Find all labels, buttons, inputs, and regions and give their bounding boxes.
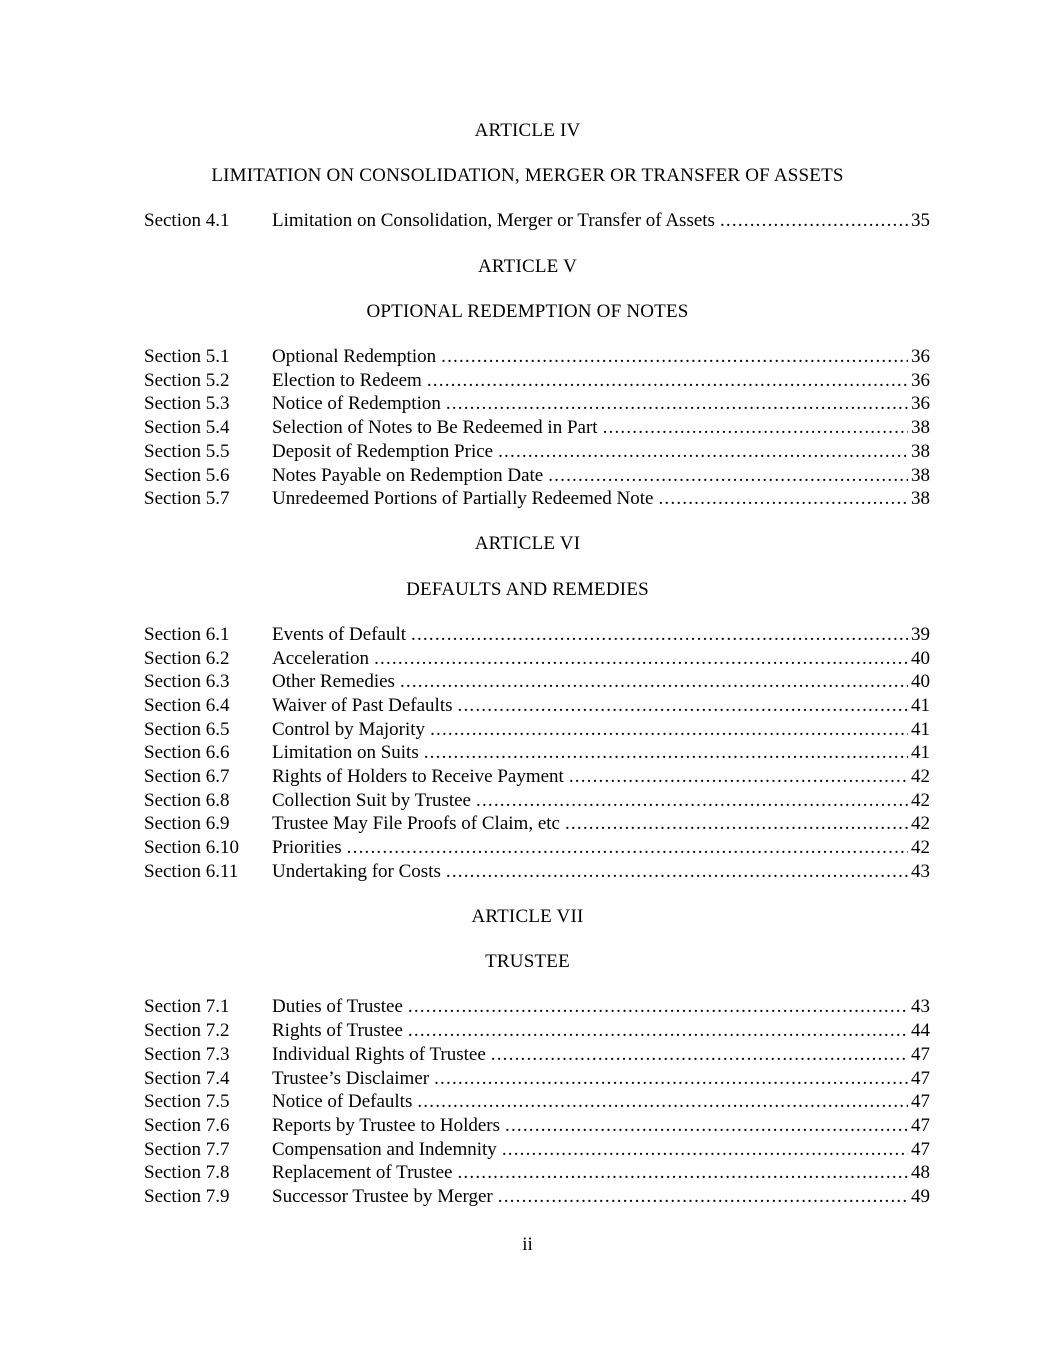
toc-entry-title: Limitation on Consolidation, Merger or Transfer of Assets	[272, 210, 715, 232]
article-subheading: DEFAULTS AND REMEDIES	[406, 578, 649, 600]
toc-entry-page-number: 47	[911, 1043, 930, 1065]
dot-leader-icon	[457, 1161, 908, 1185]
toc-entry-page-number: 38	[911, 464, 930, 486]
article-entries	[0, 209, 1055, 233]
toc-entry-page-number: 38	[911, 417, 930, 439]
toc-entry-title: Other Remedies	[272, 671, 395, 693]
toc-entry	[144, 765, 930, 789]
toc-entry	[144, 647, 930, 671]
toc-entry-title: Limitation on Suits	[272, 742, 419, 764]
article-entries	[0, 623, 1055, 884]
toc-entry-title: Compensation and Indemnity	[272, 1138, 497, 1160]
dot-leader-icon	[400, 670, 908, 694]
toc-entry	[144, 1019, 930, 1043]
toc-entry-page-number: 41	[911, 694, 930, 716]
toc-entry-section-label: Section 7.1	[144, 996, 230, 1018]
toc-entry-section-label: Section 6.9	[144, 813, 230, 835]
toc-entry-page-number: 47	[911, 1115, 930, 1136]
toc-entry-section-label: Section 6.8	[144, 789, 230, 811]
dot-leader-icon	[569, 765, 908, 789]
dot-leader-icon	[441, 345, 908, 369]
toc-entry-title: Duties of Trustee	[272, 996, 403, 1018]
toc-entry-section-label: Section 5.7	[144, 488, 230, 510]
toc-entry-section-label: Section 5.1	[144, 346, 230, 368]
toc-entry-page-number: 36	[911, 393, 930, 415]
toc-entry-title: Unredeemed Portions of Partially Redeemed Note	[272, 488, 654, 510]
toc-entry-page-number: 41	[911, 742, 930, 764]
toc-entry-page-number: 43	[911, 996, 930, 1018]
toc-entry-section-label: Section 6.10	[144, 837, 239, 859]
dot-leader-icon	[498, 440, 908, 464]
toc-entry	[144, 1043, 930, 1067]
dot-leader-icon	[408, 995, 908, 1019]
dot-leader-icon	[458, 694, 909, 718]
dot-leader-icon	[502, 1138, 908, 1162]
toc-entry-section-label: Section 7.9	[144, 1186, 230, 1208]
toc-entry-section-label: Section 5.4	[144, 417, 230, 439]
toc-entry-section-label: Section 7.7	[144, 1138, 230, 1160]
toc-entry-title: Rights of Trustee	[272, 1020, 403, 1042]
toc-entry	[144, 995, 930, 1019]
toc-entry	[144, 345, 930, 369]
toc-entry-section-label: Section 7.3	[144, 1043, 230, 1065]
article-subheading: OPTIONAL REDEMPTION OF NOTES	[366, 300, 689, 322]
toc-entry-page-number: 47	[911, 1138, 930, 1160]
toc-entry	[144, 440, 930, 464]
toc-entry-page-number: 44	[911, 1020, 930, 1042]
toc-entry-page-number: 40	[911, 671, 930, 693]
toc-entry-title: Notes Payable on Redemption Date	[272, 464, 544, 486]
article-entries	[0, 345, 1055, 511]
toc-entry-title: Waiver of Past Defaults	[272, 694, 453, 716]
dot-leader-icon	[548, 464, 908, 488]
toc-entry-title: Control by Majority	[272, 718, 426, 740]
toc-entry-title: Undertaking for Costs	[272, 860, 441, 882]
toc-entry	[144, 836, 930, 860]
toc-entry-page-number: 39	[911, 623, 930, 645]
toc-entry-page-number: 42	[911, 837, 930, 859]
page-footer	[0, 1233, 1055, 1257]
toc-entry	[144, 718, 930, 742]
toc-entry	[144, 209, 930, 233]
toc-entry-page-number: 49	[911, 1186, 930, 1208]
toc-entry	[144, 416, 930, 440]
toc-entry-page-number: 38	[911, 440, 930, 462]
article-entries	[0, 995, 1055, 1208]
dot-leader-icon	[446, 392, 908, 416]
dot-leader-icon	[347, 836, 908, 860]
toc-entry	[144, 1114, 930, 1138]
toc-entry-page-number: 42	[911, 813, 930, 835]
toc-entry-title: Election to Redeem	[272, 369, 422, 391]
toc-entry-section-label: Section 7.6	[144, 1115, 230, 1136]
article-subheading: LIMITATION ON CONSOLIDATION, MERGER OR TRANSFER OF ASSETS	[211, 165, 844, 187]
dot-leader-icon	[476, 789, 908, 813]
article-heading: ARTICLE IV	[474, 120, 581, 141]
dot-leader-icon	[430, 718, 908, 742]
dot-leader-icon	[411, 623, 908, 647]
toc-entry	[144, 487, 930, 511]
toc-entry-page-number: 36	[911, 346, 930, 368]
toc-entry-page-number: 42	[911, 789, 930, 811]
toc-entry-page-number: 40	[911, 647, 930, 669]
toc-entry-page-number: 48	[911, 1162, 930, 1184]
page-number: ii	[522, 1233, 533, 1255]
article-heading: ARTICLE VI	[474, 533, 581, 555]
toc-entry-section-label: Section 6.5	[144, 718, 230, 740]
toc-entry-section-label: Section 6.6	[144, 742, 230, 764]
article-heading: ARTICLE VII	[471, 906, 584, 928]
toc-entry	[144, 812, 930, 836]
dot-leader-icon	[491, 1043, 908, 1067]
toc-entry	[144, 670, 930, 694]
toc-article	[0, 255, 1055, 511]
toc-entry-page-number: 47	[911, 1091, 930, 1113]
toc-entry-title: Successor Trustee by Merger	[272, 1186, 493, 1208]
toc-entry-page-number: 41	[911, 718, 930, 740]
toc-entry	[144, 464, 930, 488]
toc-entry-section-label: Section 4.1	[144, 210, 230, 232]
toc-entry	[144, 1185, 930, 1209]
toc-entry-title: Rights of Holders to Receive Payment	[272, 766, 564, 788]
dot-leader-icon	[374, 647, 908, 671]
toc-entry-title: Notice of Redemption	[272, 393, 441, 415]
dot-leader-icon	[565, 812, 908, 836]
toc-entry-section-label: Section 6.3	[144, 671, 230, 693]
toc-entry-title: Trustee’s Disclaimer	[272, 1067, 430, 1089]
toc-entry-section-label: Section 7.5	[144, 1091, 230, 1113]
toc-entry-title: Collection Suit by Trustee	[272, 789, 471, 811]
toc-entry-section-label: Section 6.4	[144, 694, 230, 716]
toc-entry-title: Acceleration	[272, 647, 370, 669]
toc-entry-section-label: Section 6.1	[144, 623, 230, 645]
toc-entry-section-label: Section 5.5	[144, 440, 230, 462]
toc-entry-title: Individual Rights of Trustee	[272, 1043, 486, 1065]
toc-entry-title: Trustee May File Proofs of Claim, etc	[272, 813, 560, 835]
toc-entry-section-label: Section 7.4	[144, 1067, 230, 1089]
toc-entry	[144, 369, 930, 393]
toc-article	[0, 119, 1055, 233]
toc-entry-section-label: Section 6.2	[144, 647, 230, 669]
toc-entry-title: Deposit of Redemption Price	[272, 440, 494, 462]
dot-leader-icon	[417, 1090, 908, 1114]
toc-entry-title: Selection of Notes to Be Redeemed in Part	[272, 417, 598, 439]
toc-entry-page-number: 47	[911, 1067, 930, 1089]
toc-article	[0, 532, 1055, 883]
toc-entry	[144, 1090, 930, 1114]
toc-entry	[144, 694, 930, 718]
toc-entry	[144, 623, 930, 647]
toc-entry-title: Notice of Defaults	[272, 1091, 413, 1113]
toc-entry	[144, 1138, 930, 1162]
toc-entry	[144, 1161, 930, 1185]
toc-entry-section-label: Section 5.3	[144, 393, 230, 415]
toc-entry	[144, 789, 930, 813]
dot-leader-icon	[434, 1067, 908, 1091]
toc-entry-section-label: Section 6.7	[144, 766, 230, 788]
toc-entry-title: Reports by Trustee to Holders	[272, 1115, 500, 1136]
dot-leader-icon	[424, 741, 908, 765]
toc-entry-title: Events of Default	[272, 623, 407, 645]
dot-leader-icon	[658, 487, 908, 511]
toc-entry-section-label: Section 5.6	[144, 464, 230, 486]
toc-entry-page-number: 43	[911, 860, 930, 882]
toc-entry-title: Optional Redemption	[272, 346, 437, 368]
toc-entry	[144, 1067, 930, 1091]
dot-leader-icon	[427, 369, 908, 393]
toc-article	[0, 905, 1055, 1209]
toc-entry-page-number: 36	[911, 369, 930, 391]
dot-leader-icon	[505, 1114, 908, 1138]
toc-entry-section-label: Section 7.2	[144, 1020, 230, 1042]
toc-entry	[144, 860, 930, 884]
dot-leader-icon	[720, 209, 908, 233]
toc-entry-page-number: 38	[911, 488, 930, 510]
dot-leader-icon	[408, 1019, 908, 1043]
article-subheading: TRUSTEE	[485, 951, 570, 973]
toc-entry	[144, 392, 930, 416]
dot-leader-icon	[498, 1185, 908, 1209]
dot-leader-icon	[603, 416, 908, 440]
toc-entry-section-label: Section 7.8	[144, 1162, 230, 1184]
toc-entry	[144, 741, 930, 765]
toc-entry-page-number: 42	[911, 766, 930, 788]
dot-leader-icon	[446, 860, 908, 884]
toc-entry-section-label: Section 5.2	[144, 369, 230, 391]
toc-entry-title: Priorities	[272, 837, 342, 859]
article-heading: ARTICLE V	[478, 255, 577, 277]
toc-entry-page-number: 35	[911, 210, 930, 232]
toc-entry-title: Replacement of Trustee	[272, 1162, 453, 1184]
toc-entry-section-label: Section 6.11	[144, 860, 239, 882]
